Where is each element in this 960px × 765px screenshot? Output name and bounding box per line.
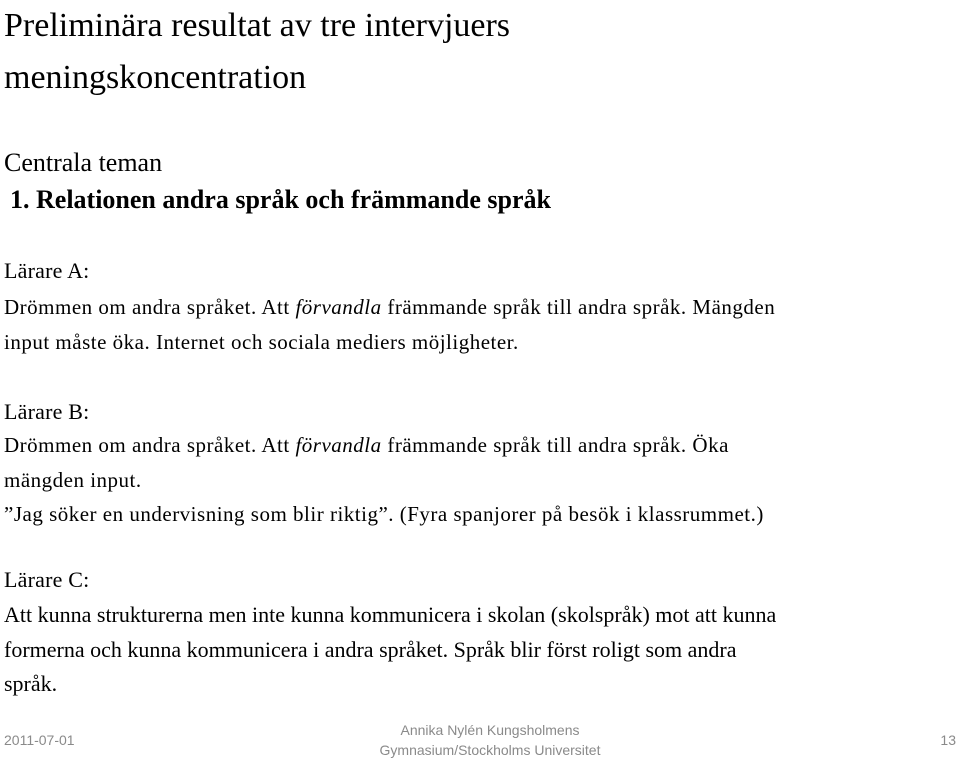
teacher-a-text	[4, 290, 960, 359]
footer-author	[320, 720, 660, 760]
teacher-b-line-1: Drömmen om andra språket. Att förvandla främmande språk till andra språk. Öka	[4, 433, 729, 457]
teacher-c-line-2: formerna och kunna kommunicera i andra språket. Språk blir först roligt som andra	[4, 636, 737, 662]
teacher-b-text	[4, 428, 960, 532]
slide-title-line-1: Preliminära resultat av tre intervjuers	[4, 7, 511, 44]
teacher-b-line-3: ”Jag söker en undervisning som blir riktig”. (Fyra spanjorer på besök i klassrummet.)	[4, 502, 764, 526]
central-themes-label: Centrala teman	[4, 148, 163, 177]
teacher-c-line-1: Att kunna strukturerna men inte kunna kommunicera i skolan (skolspråk) mot att kunna	[4, 602, 777, 627]
footer-date: 2011-07-01	[4, 732, 75, 748]
teacher-b-label: Lärare B:	[4, 399, 90, 424]
footer-author-line-2: Gymnasium/Stockholms Universitet	[379, 742, 601, 758]
teacher-a-line-2: input måste öka. Internet och sociala mediers möjligheter.	[4, 329, 519, 354]
teacher-c-line-3: språk.	[4, 671, 58, 696]
theme-heading: 1. Relationen andra språk och främmande språk	[10, 185, 551, 214]
teacher-a-label: Lärare A:	[4, 258, 90, 283]
teacher-b-line-2: mängden input.	[4, 467, 142, 492]
slide-title-line-2: meningskoncentration	[4, 59, 307, 96]
teacher-c-label: Lärare C:	[4, 567, 90, 592]
teacher-c-text	[4, 598, 960, 702]
page-number: 13	[940, 732, 956, 748]
slide-title	[4, 0, 944, 104]
teacher-a-line-1: Drömmen om andra språket. Att förvandla främmande språk till andra språk. Mängden	[4, 295, 776, 319]
footer-author-line-1: Annika Nylén Kungsholmens	[400, 722, 580, 738]
